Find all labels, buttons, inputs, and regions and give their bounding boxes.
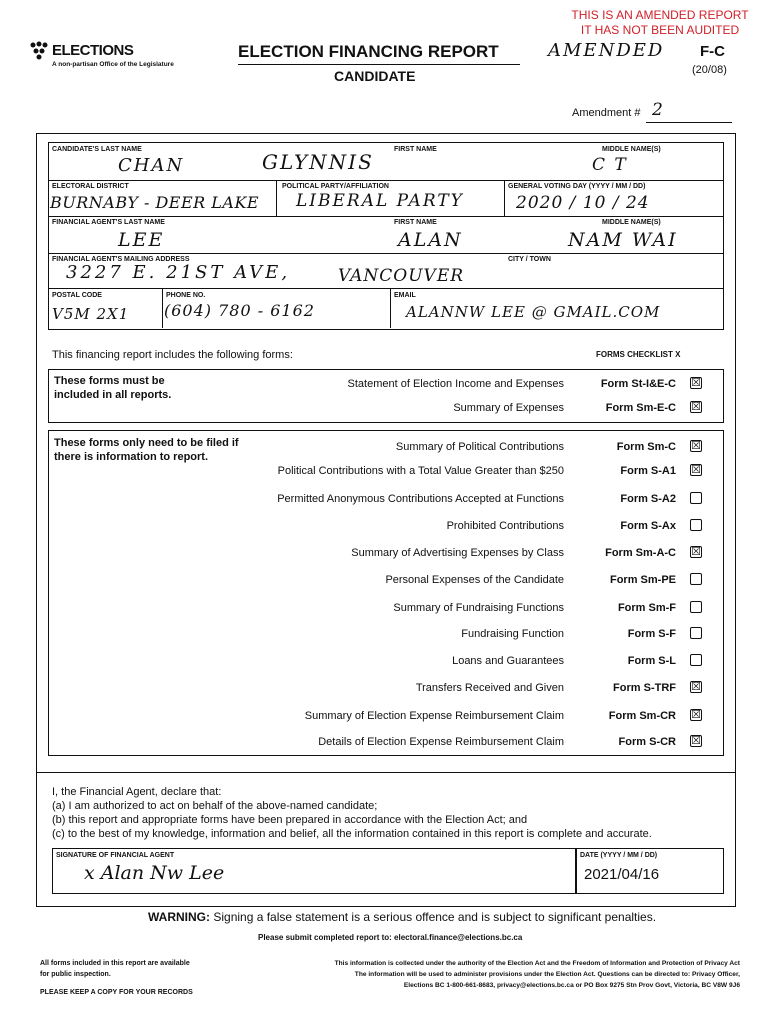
party-value: LIBERAL PARTY xyxy=(296,191,464,211)
form-row-checkbox[interactable] xyxy=(690,573,702,585)
first-name-value: GLYNNIS xyxy=(262,150,374,174)
electoral-district-label: ELECTORAL DISTRICT xyxy=(52,183,129,190)
form-row-code: Form Sm-CR xyxy=(608,710,676,722)
form-row-checkbox[interactable] xyxy=(690,627,702,639)
stamp-line-1: THIS IS AN AMENDED REPORT xyxy=(571,8,749,22)
agent-middle-names-value: NAM WAI xyxy=(568,229,678,251)
form-row-code: Form S-CR xyxy=(618,736,676,748)
footer-right-1: This information is collected under the authority of the Election Act and the Freedom of Information and Protection of Privacy Act xyxy=(334,960,740,967)
optional-forms-label: These forms only need to be filed if there is information to report. xyxy=(54,437,239,463)
date-value[interactable]: 2021/04/16 xyxy=(584,866,660,883)
form-row-name: Prohibited Contributions xyxy=(446,520,564,532)
form-version: (20/08) xyxy=(692,64,727,76)
postal-code-value: V5M 2X1 xyxy=(52,305,130,323)
form-row-code: Form Sm-A-C xyxy=(605,547,676,559)
form-row-name: Summary of Advertising Expenses by Class xyxy=(351,547,564,559)
form-row-name: Summary of Election Expense Reimbursement Claim xyxy=(304,710,564,722)
mailing-address-value: 3227 E. 21ST AVE, xyxy=(66,262,291,283)
electoral-district-value: BURNABY - DEER LAKE xyxy=(50,193,260,212)
form-row-checkbox[interactable]: ☒ xyxy=(691,401,701,413)
date-label: DATE (YYYY / MM / DD) xyxy=(580,852,658,859)
declaration-a: (a) I am authorized to act on behalf of the above-named candidate; xyxy=(52,800,378,812)
warning-label: WARNING: xyxy=(148,910,210,924)
amendment-label: Amendment # xyxy=(572,107,641,119)
candidate-last-name-value: CHAN xyxy=(118,155,185,176)
form-row-checkbox[interactable] xyxy=(690,601,702,613)
warning-text: Signing a false statement is a serious offence and is subject to significant penalties. xyxy=(213,910,657,924)
footer-left xyxy=(40,958,193,998)
candidate-last-name-label: CANDIDATE'S LAST NAME xyxy=(52,146,142,153)
footer-right-3: Elections BC 1-800-661-8683, privacy@elections.bc.ca or PO Box 9275 Stn Prov Govt, Victoria, BC V8W 9J6 xyxy=(403,982,740,989)
agent-first-name-label: FIRST NAME xyxy=(394,219,437,226)
declaration-c: (c) to the best of my knowledge, information and belief, all the information contained in this report is complete and accurate. xyxy=(52,828,652,840)
form-row-checkbox[interactable]: ☒ xyxy=(691,440,701,452)
signature-label: SIGNATURE OF FINANCIAL AGENT xyxy=(56,852,175,859)
email-label: EMAIL xyxy=(394,292,416,299)
form-row-checkbox[interactable] xyxy=(690,519,702,531)
form-row-checkbox[interactable]: ☒ xyxy=(691,546,701,558)
form-code: F-C xyxy=(700,43,725,60)
form-row-name: Statement of Election Income and Expenses xyxy=(347,378,564,390)
form-row-code: Form S-A2 xyxy=(620,493,676,505)
declaration xyxy=(52,785,652,841)
footer-right-2: The information will be used to administer provisions under the Election Act. Questions can be directed to: Privacy Officer, xyxy=(354,971,740,978)
form-row-name: Transfers Received and Given xyxy=(415,682,564,694)
form-row-code: Form Sm-E-C xyxy=(605,402,676,414)
amended-handwritten: AMENDED xyxy=(548,40,665,61)
voting-day-value: 2020 / 10 / 24 xyxy=(516,193,650,213)
declaration-intro: I, the Financial Agent, declare that: xyxy=(52,786,222,798)
form-row-name: Political Contributions with a Total Value Greater than $250 xyxy=(277,465,564,477)
first-name-label: FIRST NAME xyxy=(394,146,437,153)
phone-value: (604) 780 - 6162 xyxy=(164,301,315,320)
form-row-code: Form S-F xyxy=(627,628,676,640)
email-value: ALANNW LEE @ GMAIL.COM xyxy=(406,303,661,321)
forms-intro: This financing report includes the following forms: xyxy=(52,349,293,361)
form-row-checkbox[interactable] xyxy=(690,492,702,504)
report-subtitle: CANDIDATE xyxy=(334,68,416,84)
party-label: POLITICAL PARTY/AFFILIATION xyxy=(282,183,389,190)
forms-checklist-label: FORMS CHECKLIST X xyxy=(596,350,681,359)
form-row-name: Permitted Anonymous Contributions Accepted at Functions xyxy=(277,493,564,505)
form-row-code: Form S-Ax xyxy=(620,520,676,532)
signature-value[interactable]: x Alan Nw Lee xyxy=(84,862,225,884)
form-row-code: Form St-I&E-C xyxy=(600,378,676,390)
phone-label: PHONE NO. xyxy=(166,292,206,299)
form-row-code: Form Sm-C xyxy=(616,441,676,453)
optional-forms-box xyxy=(48,430,724,756)
form-row-name: Summary of Political Contributions xyxy=(395,441,564,453)
middle-names-label: MIDDLE NAME(S) xyxy=(602,146,661,153)
postal-code-label: POSTAL CODE xyxy=(52,292,102,299)
agent-last-name-label: FINANCIAL AGENT'S LAST NAME xyxy=(52,219,165,226)
form-row-checkbox[interactable]: ☒ xyxy=(691,709,701,721)
form-row-code: Form Sm-F xyxy=(617,602,676,614)
logo-mark-icon xyxy=(28,40,50,60)
footer-left-2: for public inspection. xyxy=(40,971,111,978)
form-row-code: Form S-TRF xyxy=(613,682,676,694)
declaration-b: (b) this report and appropriate forms have been prepared in accordance with the Election Act; and xyxy=(52,814,528,826)
warning xyxy=(148,910,656,924)
voting-day-label: GENERAL VOTING DAY (YYYY / MM / DD) xyxy=(508,183,646,190)
form-row-code: Form S-A1 xyxy=(620,465,676,477)
form-row-checkbox[interactable]: ☒ xyxy=(691,464,701,476)
city-value: VANCOUVER xyxy=(338,266,465,286)
footer-left-3: PLEASE KEEP A COPY FOR YOUR RECORDS xyxy=(40,989,193,996)
form-row-name: Loans and Guarantees xyxy=(452,655,564,667)
form-row-checkbox[interactable] xyxy=(690,654,702,666)
footer-right xyxy=(244,958,740,991)
form-row-checkbox[interactable]: ☒ xyxy=(691,377,701,389)
stamp-line-2: IT HAS NOT BEEN AUDITED xyxy=(580,23,740,37)
agent-middle-names-label: MIDDLE NAME(S) xyxy=(602,219,661,226)
form-row-name: Fundraising Function xyxy=(461,628,564,640)
required-forms-label: These forms must be included in all reports. xyxy=(54,375,172,401)
footer-left-1: All forms included in this report are available xyxy=(40,960,190,967)
agent-last-name-value: LEE xyxy=(118,229,165,251)
form-row-checkbox[interactable]: ☒ xyxy=(691,681,701,693)
middle-names-value: C T xyxy=(592,155,628,175)
form-row-checkbox[interactable]: ☒ xyxy=(691,735,701,747)
submit-note: Please submit completed report to: electoral.finance@elections.bc.ca xyxy=(258,933,523,942)
report-title: ELECTION FINANCING REPORT xyxy=(238,42,499,61)
form-row-code: Form S-L xyxy=(627,655,676,667)
form-row-name: Summary of Fundraising Functions xyxy=(393,602,564,614)
amendment-value: 2 xyxy=(652,100,665,120)
logo-word: ELECTIONS xyxy=(52,42,134,59)
form-row-name: Details of Election Expense Reimbursement Claim xyxy=(318,736,564,748)
agent-first-name-value: ALAN xyxy=(398,229,463,251)
form-row-name: Summary of Expenses xyxy=(453,402,564,414)
mailing-address-label: FINANCIAL AGENT'S MAILING ADDRESS xyxy=(52,256,190,263)
form-row-code: Form Sm-PE xyxy=(609,574,676,586)
form-row-name: Personal Expenses of the Candidate xyxy=(385,574,564,586)
city-label: CITY / TOWN xyxy=(508,256,551,263)
amended-stamp xyxy=(560,8,760,38)
logo-tagline: A non-partisan Office of the Legislature xyxy=(52,61,174,68)
